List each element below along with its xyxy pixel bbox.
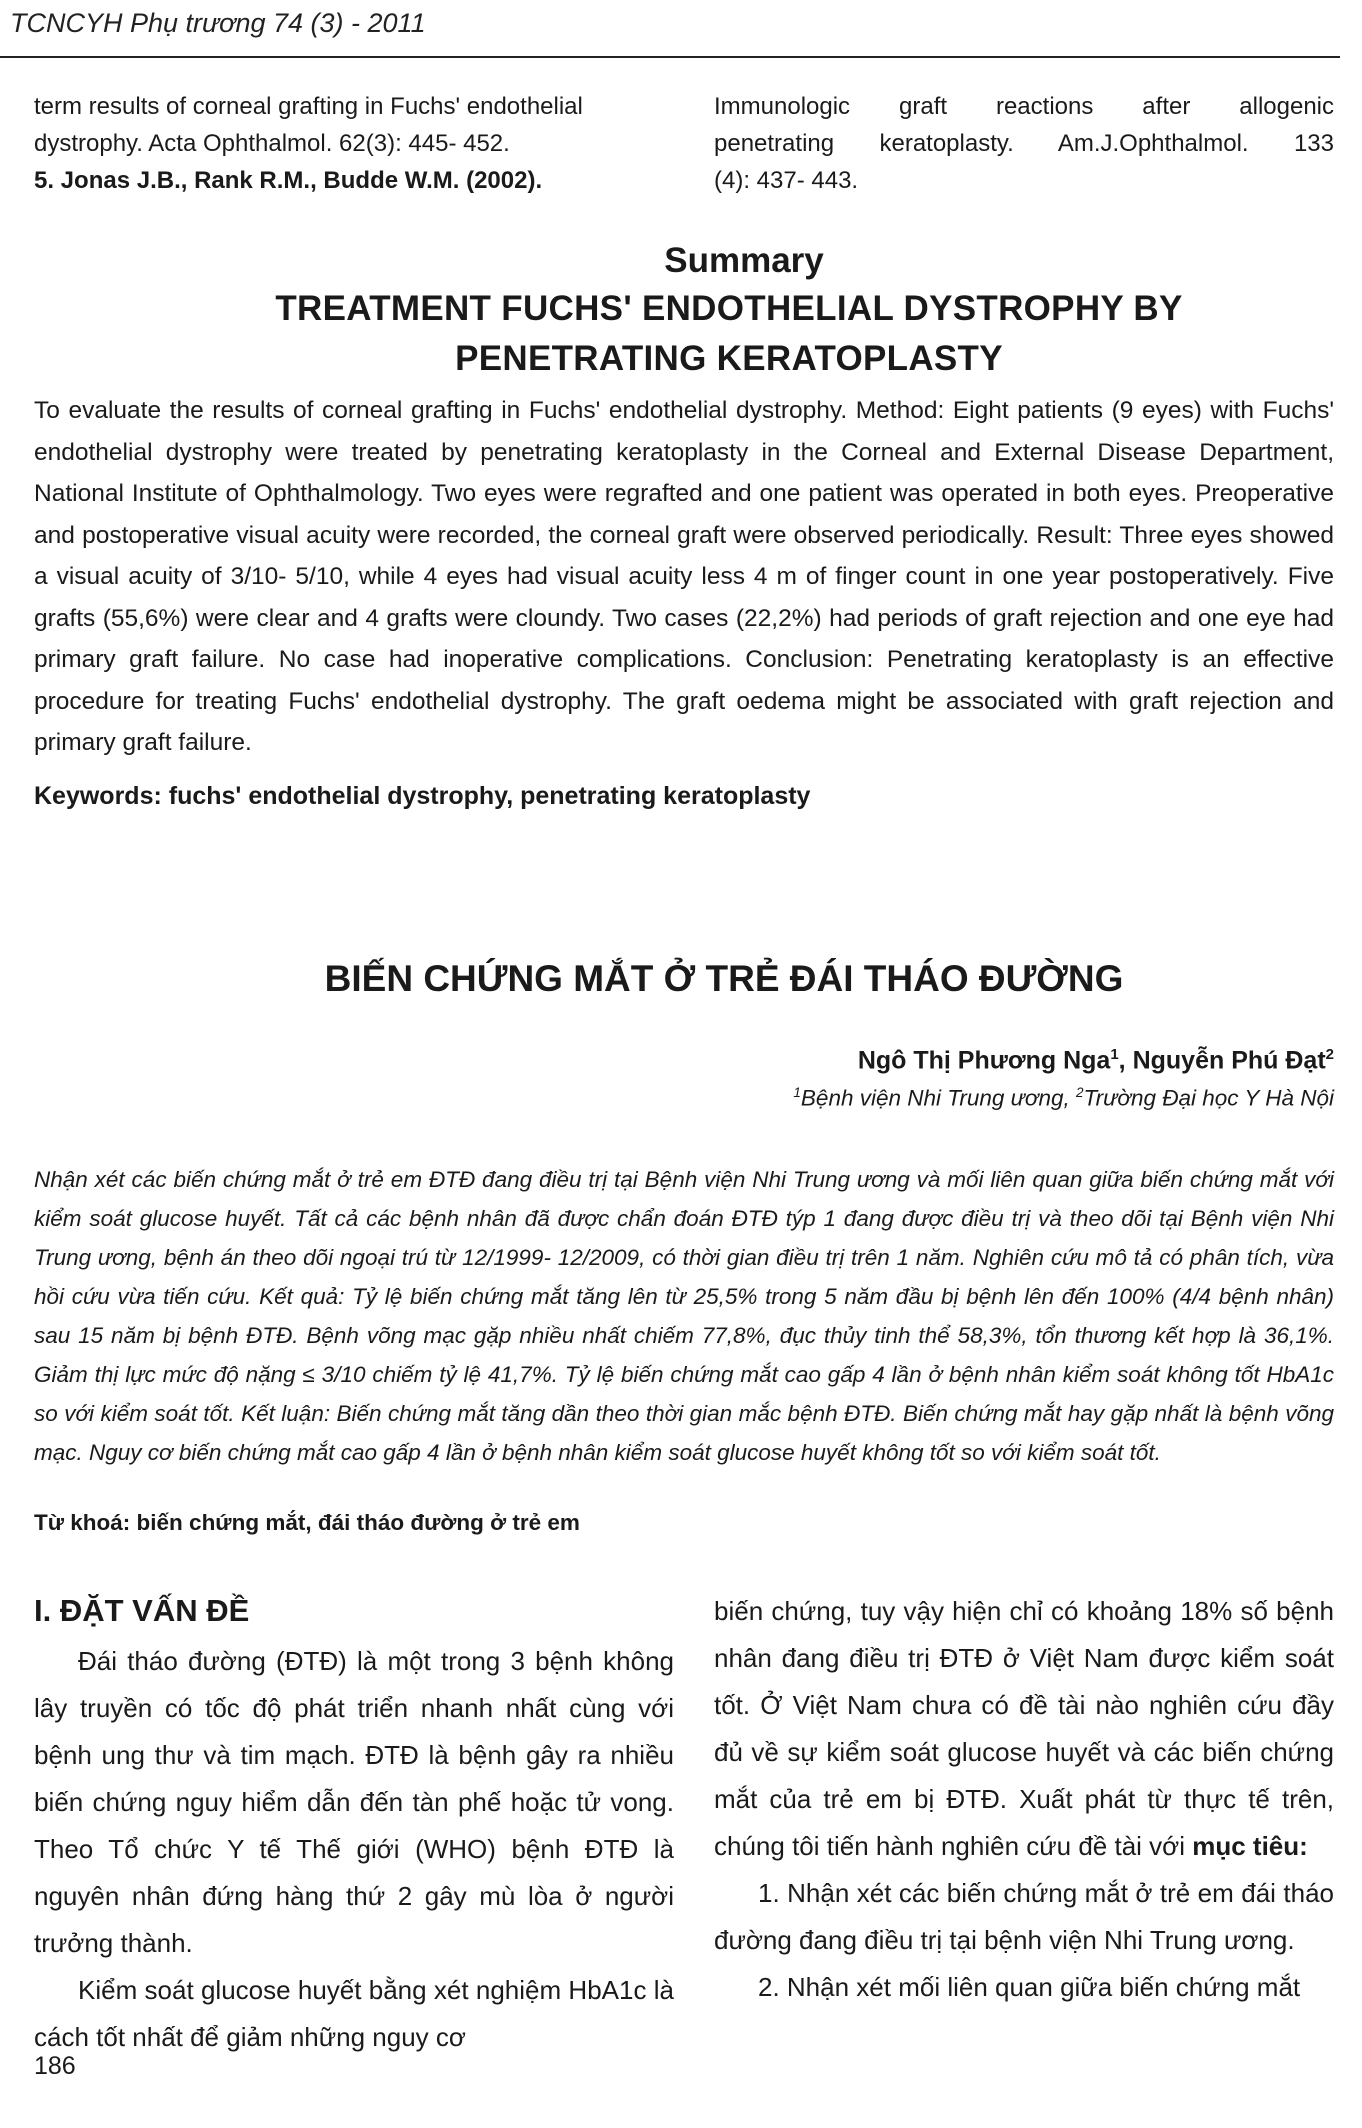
running-header: TCNCYH Phụ trương 74 (3) - 2011 — [10, 8, 426, 38]
article-title: BIẾN CHỨNG MẮT Ở TRẺ ĐÁI THÁO ĐƯỜNG — [324, 958, 1124, 999]
intro-paragraph-2: Kiểm soát glucose huyết bằng xét nghiệm HbA1c là cách tốt nhất để giảm những nguy cơ — [34, 1975, 674, 2052]
reference-5-line2: penetrating keratoplasty. Am.J.Ophthalmol. 133 — [714, 130, 1334, 157]
english-summary — [34, 238, 1334, 811]
author-2: Nguyễn Phú Đạt — [1132, 1046, 1326, 1075]
affiliation-2-mark: 2 — [1076, 1085, 1084, 1101]
summary-keywords: Keywords: fuchs' endothelial dystrophy, penetrating keratoplasty — [34, 781, 811, 810]
page-number: 186 — [34, 2052, 76, 2080]
affiliation-2: Trường Đại học Y Hà Nội — [1083, 1085, 1334, 1111]
author-separator: , — [1118, 1046, 1133, 1075]
body-left-column — [34, 1588, 674, 2061]
intro-paragraph-3-text: biến chứng, tuy vậy hiện chỉ có khoảng 18% số bệnh nhân đang điều trị ĐTĐ ở Việt Nam được kiểm soát tốt. Ở Việt Nam chưa có đề tài nào nghiên cứu đầy đủ về sự kiểm soát glucose huyết và các biến chứng mắt của trẻ em bị ĐTĐ. Xuất phát từ thực tế trên, chúng tôi tiến hành nghiên cứu đề tài với — [714, 1596, 1334, 1861]
summary-title-line2: PENETRATING KERATOPLASTY — [455, 339, 1003, 378]
objective-2: 2. Nhận xét mối liên quan giữa biến chứng mắt — [758, 1972, 1301, 2002]
affiliations — [793, 1085, 1334, 1112]
summary-body: To evaluate the results of corneal grafting in Fuchs' endothelial dystrophy. Method: Eight patients (9 eyes) with Fuchs' endothelial dystrophy were treated by penetrating keratoplasty in the Corneal and External Disease Department, National Institute of Ophthalmology. Two eyes were regrafted and one patient was operated in both eyes. Preoperative and postoperative visual acuity were recorded, the corneal graft were observed periodically. Result: Three eyes showed a visual acuity of 3/10- 5/10, while 4 eyes had visual acuity less 4 m of finger count in one year postoperatively. Five grafts (55,6%) were clear and 4 grafts were cloundy. Two cases (22,2%) had periods of graft rejection and one eye had primary graft failure. No case had inoperative complications. Conclusion: Penetrating keratoplasty is an effective procedure for treating Fuchs' endothelial dystrophy. The graft oedema might be associated with graft rejection and primary graft failure. — [34, 397, 1334, 756]
reference-5-authors: 5. Jonas J.B., Rank R.M., Budde W.M. (2002). — [34, 167, 543, 194]
summary-title-line1: TREATMENT FUCHS' ENDOTHELIAL DYSTROPHY BY — [275, 289, 1183, 328]
section-heading-introduction: I. ĐẶT VẤN ĐỀ — [34, 1593, 250, 1628]
intro-paragraph-3 — [714, 1588, 1334, 1870]
author-block — [793, 1046, 1334, 1112]
references-left — [34, 88, 674, 199]
summary-heading: Summary — [664, 241, 824, 280]
reference-4-tail: term results of corneal grafting in Fuchs' endothelial dystrophy. Acta Ophthalmol. 62(3): 445- 452. — [34, 93, 583, 157]
references-right — [714, 88, 1334, 199]
author-2-mark: 2 — [1325, 1046, 1334, 1063]
intro-paragraph-1: Đái tháo đường (ĐTĐ) là một trong 3 bệnh không lây truyền có tốc độ phát triển nhanh nhất cùng với bệnh ung thư và tim mạch. ĐTĐ là bệnh gây ra nhiều biến chứng nguy hiểm dẫn đến tàn phế hoặc tử vong. Theo Tổ chức Y tế Thế giới (WHO) bệnh ĐTĐ là nguyên nhân đứng hàng thứ 2 gây mù lòa ở người trưởng thành. — [34, 1646, 674, 1958]
reference-5-line3: (4): 437- 443. — [714, 167, 859, 194]
author-1: Ngô Thị Phương Nga — [857, 1046, 1111, 1075]
vietnamese-abstract: Nhận xét các biến chứng mắt ở trẻ em ĐTĐ đang điều trị tại Bệnh viện Nhi Trung ương và mối liên quan giữa biến chứng mắt với kiểm soát glucose huyết. Tất cả các bệnh nhân đã được chẩn đoán ĐTĐ týp 1 đang được điều trị và theo dõi tại Bệnh viện Nhi Trung ương, bệnh án theo dõi ngoại trú từ 12/1999- 12/2009, có thời gian điều trị trên 1 năm. Nghiên cứu mô tả có phân tích, vừa hồi cứu vừa tiến cứu. Kết quả: Tỷ lệ biến chứng mắt tăng lên từ 25,5% trong 5 năm đầu bị bệnh lên đến 100% (4/4 bệnh nhân) sau 15 năm bị bệnh ĐTĐ. Bệnh võng mạc gặp nhiều nhất chiếm 77,8%, đục thủy tinh thể 58,3%, tổn thương kết hợp là 36,1%. Giảm thị lực mức độ nặng ≤ 3/10 chiếm tỷ lệ 41,7%. Tỷ lệ biến chứng mắt cao gấp 4 lần ở bệnh nhân kiểm soát không tốt HbA1c so với kiểm soát tốt. Kết luận: Biến chứng mắt tăng dần theo thời gian mắc bệnh ĐTĐ. Biến chứng mắt hay gặp nhất là bệnh võng mạc. Nguy cơ biến chứng mắt cao gấp 4 lần ở bệnh nhân kiểm soát glucose huyết không tốt so với kiểm soát tốt. — [34, 1167, 1334, 1465]
author-names — [793, 1046, 1334, 1075]
affiliation-1-mark: 1 — [793, 1085, 801, 1101]
header-rule — [0, 56, 1340, 58]
author-1-mark: 1 — [1110, 1046, 1119, 1063]
body-right-column — [714, 1588, 1334, 2011]
objectives-label: mục tiêu: — [1192, 1831, 1308, 1861]
objective-1: 1. Nhận xét các biến chứng mắt ở trẻ em đái tháo đường đang điều trị tại bệnh viện Nhi Trung ương. — [714, 1878, 1334, 1955]
affiliation-1: Bệnh viện Nhi Trung ương, — [800, 1085, 1077, 1111]
vietnamese-keywords: Từ khoá: biến chứng mắt, đái tháo đường ở trẻ em — [34, 1510, 580, 1535]
reference-5-line1: Immunologic graft reactions after allogenic — [714, 93, 1334, 120]
